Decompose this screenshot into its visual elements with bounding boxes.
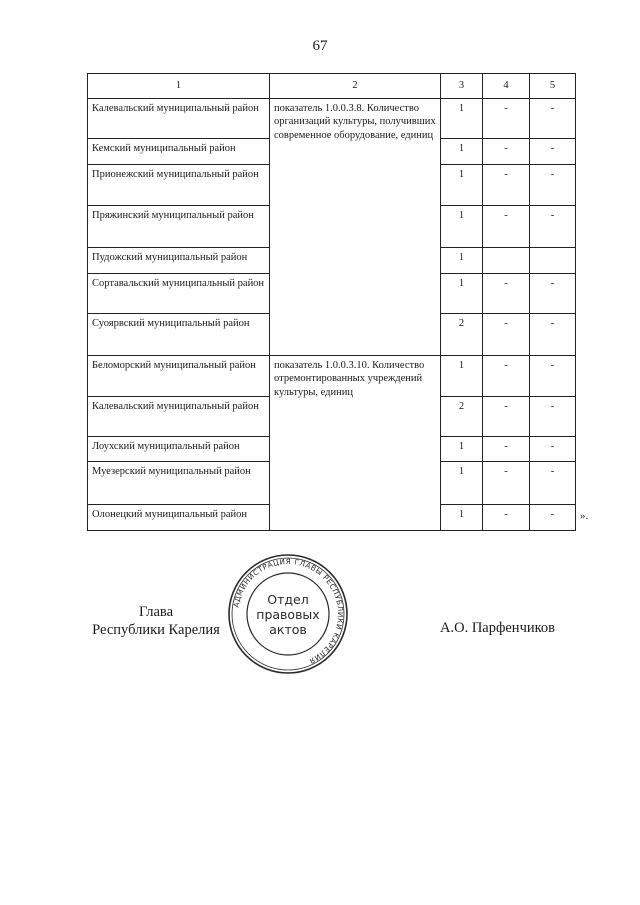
page-number: 67 xyxy=(312,38,328,54)
column-header: 2 xyxy=(270,74,441,99)
value-cell: - xyxy=(483,437,530,462)
indicator-cell: показатель 1.0.0.3.8. Количество организаций культуры, получивших современное оборудование, единиц xyxy=(270,99,441,356)
value-cell: - xyxy=(483,397,530,437)
value-cell: - xyxy=(530,397,576,437)
value-cell: - xyxy=(530,356,576,397)
column-header: 1 xyxy=(88,74,270,99)
indicator-cell: показатель 1.0.0.3.10. Количество отремонтированных учреждений культуры, единиц xyxy=(270,356,441,531)
column-header: 4 xyxy=(483,74,530,99)
value-cell: - xyxy=(530,505,576,531)
value-cell: - xyxy=(530,165,576,206)
district-cell: Беломорский муниципальный район xyxy=(88,356,270,397)
district-cell: Прионежский муниципальный район xyxy=(88,165,270,206)
value-cell: - xyxy=(483,274,530,314)
value-cell: 1 xyxy=(441,248,483,274)
value-cell: 1 xyxy=(441,356,483,397)
value-cell: 1 xyxy=(441,206,483,248)
closing-quote: ». xyxy=(580,510,589,522)
value-cell xyxy=(530,248,576,274)
stamp-center-line: правовых xyxy=(256,607,320,622)
district-cell: Олонецкий муниципальный район xyxy=(88,505,270,531)
value-cell: 1 xyxy=(441,462,483,505)
value-cell: - xyxy=(530,437,576,462)
district-cell: Лоухский муниципальный район xyxy=(88,437,270,462)
value-cell: 2 xyxy=(441,314,483,356)
signatory-title-line: Глава xyxy=(138,604,174,620)
value-cell: - xyxy=(483,314,530,356)
stamp-center-line: Отдел xyxy=(267,592,309,607)
value-cell: - xyxy=(483,139,530,165)
official-stamp xyxy=(226,552,350,676)
signatory-title-line: Республики Карелия xyxy=(92,621,220,638)
value-cell: 1 xyxy=(441,505,483,531)
district-cell: Суоярвский муниципальный район xyxy=(88,314,270,356)
district-cell: Муезерский муниципальный район xyxy=(88,462,270,505)
value-cell: 1 xyxy=(441,274,483,314)
district-cell: Пряжинский муниципальный район xyxy=(88,206,270,248)
table-row xyxy=(88,99,576,139)
stamp-ring-text: АДМИНИСТРАЦИЯ ГЛАВЫ РЕСПУБЛИКИ КАРЕЛИЯ xyxy=(231,556,346,666)
column-header: 5 xyxy=(530,74,576,99)
value-cell: - xyxy=(483,505,530,531)
district-cell: Калевальский муниципальный район xyxy=(88,99,270,139)
signatory-name: А.О. Парфенчиков xyxy=(440,620,556,636)
district-cell: Сортавальский муниципальный район xyxy=(88,274,270,314)
value-cell: - xyxy=(483,356,530,397)
stamp-center-line: актов xyxy=(269,622,307,637)
value-cell: 1 xyxy=(441,139,483,165)
value-cell: - xyxy=(530,462,576,505)
value-cell xyxy=(483,248,530,274)
district-cell: Кемский муниципальный район xyxy=(88,139,270,165)
column-header: 3 xyxy=(441,74,483,99)
signatory-title xyxy=(92,604,220,639)
value-cell: 1 xyxy=(441,165,483,206)
value-cell: - xyxy=(483,462,530,505)
table-header-row xyxy=(88,74,576,99)
district-cell: Пудожский муниципальный район xyxy=(88,248,270,274)
value-cell: - xyxy=(530,139,576,165)
value-cell: - xyxy=(530,314,576,356)
value-cell: - xyxy=(483,99,530,139)
value-cell: 1 xyxy=(441,437,483,462)
table-row xyxy=(88,356,576,397)
value-cell: - xyxy=(530,274,576,314)
value-cell: - xyxy=(483,165,530,206)
value-cell: - xyxy=(530,206,576,248)
value-cell: 2 xyxy=(441,397,483,437)
results-table xyxy=(87,73,576,531)
district-cell: Калевальский муниципальный район xyxy=(88,397,270,437)
value-cell: - xyxy=(530,99,576,139)
value-cell: 1 xyxy=(441,99,483,139)
value-cell: - xyxy=(483,206,530,248)
